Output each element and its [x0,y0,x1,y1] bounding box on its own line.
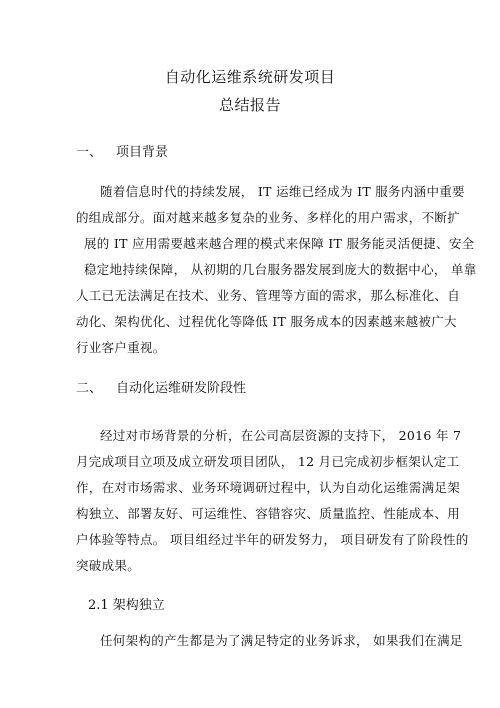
paragraph-line: 的组成部分。面对越来越多复杂的业务、多样化的用户需求，不断扩 [76,210,461,225]
section-title: 项目背景 [116,145,169,160]
paragraph-line: 稳定地持续保障， 从初期的几台服务器发展到庞大的数据中心， 单靠 [84,262,477,277]
paragraph-line: 行业客户重视。 [76,340,166,355]
paragraph-line: 展的 IT 应用需要越来越合理的模式来保障 IT 服务能灵活便捷、安全 [84,236,475,251]
section-title: 自动化运维研发阶段性 [116,381,247,396]
section-number: 二、 [76,381,103,396]
paragraph-line: 突破成果。 [76,558,141,573]
paragraph-line: 随着信息时代的持续发展， IT 运维已经成为 IT 服务内涵中重要 [100,184,465,199]
paragraph-line: 构独立、部署友好、可运维性、容错容灾、质量监控、性能成本、用 [76,506,461,521]
paragraph-line: 任何架构的产生都是为了满足特定的业务诉求， 如果我们在满足 [100,633,463,648]
paragraph-line: 经过对市场背景的分析，在公司高层资源的支持下， 2016 年 7 [100,428,462,443]
section-heading-1 [76,141,168,160]
paragraph-line: 动化、架构优化、过程优化等降低 IT 服务成本的因素越来越被广大 [76,314,457,329]
section-number: 一、 [76,145,103,160]
document-title: 自动化运维系统研发项目 [164,68,336,86]
document-subtitle: 总结报告 [218,96,281,114]
paragraph-line: 月完成项目立项及成立研发项目团队， 12 月已完成初步框架认定工 [76,454,460,469]
paragraph-line: 作，在对市场需求、业务环境调研过程中，认为自动化运维需满足架 [76,480,461,495]
subsection-heading: 2.1 架构独立 [88,598,165,613]
paragraph-line: 户体验等特点。 项目组经过半年的研发努力， 项目研发有了阶段性的 [76,532,469,547]
paragraph-line: 人工已无法满足在技术、业务、管理等方面的需求，那么标准化、自 [76,288,461,303]
section-heading-2 [76,377,246,396]
